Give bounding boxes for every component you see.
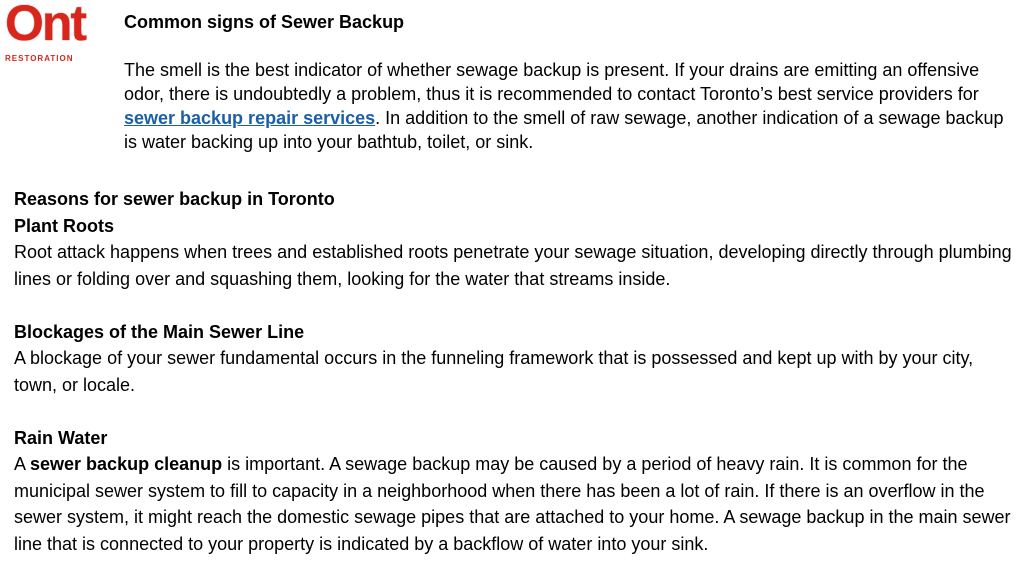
- intro-section: [124, 10, 1014, 154]
- plant-roots-paragraph: Root attack happens when trees and established roots penetrate your sewage situation, developing directly through plumbing lines or folding over and squashing them, looking for the water that streams inside.: [14, 242, 1012, 289]
- blockages-heading: Blockages of the Main Sewer Line: [14, 321, 305, 342]
- reasons-heading: Reasons for sewer backup in Toronto: [14, 189, 335, 209]
- rain-water-heading: Rain Water: [14, 427, 108, 448]
- intro-text-after-link: . In addition to the smell of raw sewage, another indication of a sewage backup is water backing up into your bathtub, toilet, or sink.: [124, 108, 1004, 152]
- plant-roots-heading: Plant Roots: [14, 215, 115, 236]
- section-spacer: [14, 292, 1014, 319]
- intro-paragraph: [124, 58, 1014, 154]
- company-logo: [5, 0, 111, 64]
- intro-text-before-link: The smell is the best indicator of whether sewage backup is present. If your drains are emitting an offensive odor, there is undoubtedly a problem, thus it is recommended to contact Toronto’s best service providers for: [124, 60, 980, 104]
- rain-water-text-suffix: is important. A sewage backup may be caused by a period of heavy rain. It is common for the municipal sewer system to fill to capacity in a neighborhood when there has been a lot of rain. If there is an overflow in the sewer system, it might reach the domestic sewage pipes that are attached to your home. A sewage backup in the main sewer line that is connected to your property is indicated by a backflow of water into your sink.: [14, 454, 1011, 554]
- rain-water-text-prefix: A: [14, 454, 31, 474]
- blockages-paragraph: A blockage of your sewer fundamental occurs in the funneling framework that is possessed and kept up with by your city, town, or locale.: [14, 348, 974, 395]
- reasons-section: [14, 186, 1014, 557]
- sewer-backup-cleanup-keyword: sewer backup cleanup: [30, 454, 223, 474]
- sewer-backup-repair-link[interactable]: sewer backup repair services: [124, 108, 376, 128]
- rain-water-paragraph: [14, 451, 1014, 557]
- section-spacer: [14, 398, 1014, 425]
- logo-tagline: RESTORATION: [5, 54, 74, 63]
- intro-title: Common signs of Sewer Backup: [124, 12, 405, 32]
- logo-wordmark: Ont: [5, 0, 86, 51]
